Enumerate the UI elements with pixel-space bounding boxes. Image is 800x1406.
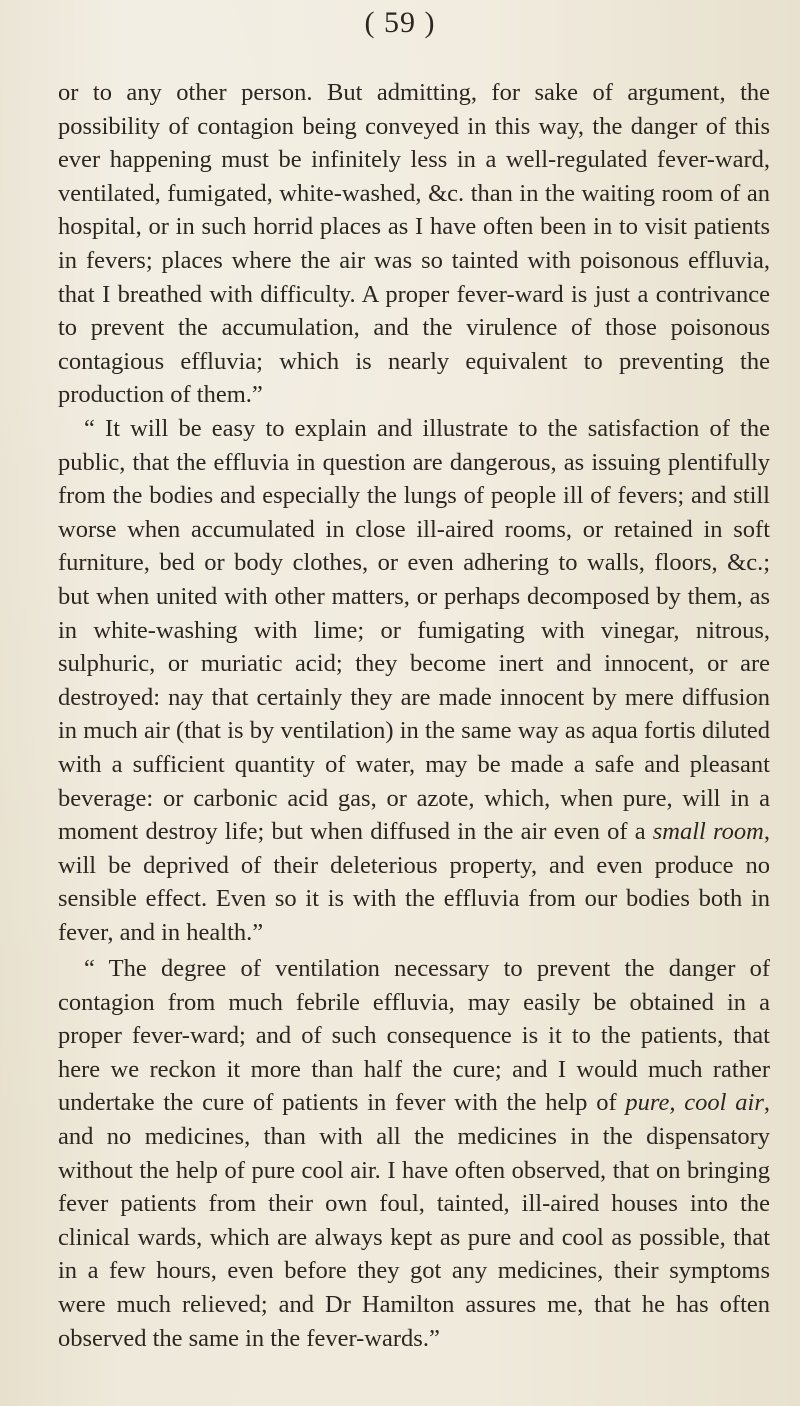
paragraph-3-part-2: , and no medicines, than with all the medicines in the dispensatory without the help of pure cool air. I have often observed, that on bringing fever patients from their own foul, tainted, ill-aired houses into the clinical wards, which are always kept as pure and cool as possible, that in a few hours, even before they got any medicines, their symptoms were much relieved; and Dr Hamilton assures me, that he has often observed the same in the fever-wards.” [58, 1089, 770, 1352]
paragraph-1-text: or to any other person. But admitting, for sake of argument, the possibility of contagion being conveyed in this way, the danger of this ever happening must be infinitely less in a well-regulated fever-ward, ventilated, fumigated, white-washed, &c. than in the waiting room of an hospital, or in such horrid places as I have often been in to visit patients in fevers; places where the air was so tainted with poisonous effluvia, that I breathed with difficulty. A proper fever-ward is just a contrivance to prevent the accumulation, and the virulence of those poisonous contagious effluvia; which is nearly equivalent to preventing the production of them.” [58, 79, 770, 409]
paragraph-1 [58, 76, 770, 412]
paragraph-2-text [58, 412, 770, 950]
page-number: ( 59 ) [364, 6, 436, 39]
paragraph-2-emphasis: small room [652, 818, 764, 846]
paragraph-3 [58, 952, 770, 1355]
paragraph-2 [58, 412, 770, 950]
paragraph-2-part-1: “ It will be easy to explain and illustrate to the satisfaction of the public, that the effluvia in question are dangerous, as issuing plentifully from the bodies and especially the lungs of people ill of fevers; and still worse when accumulated in close ill-aired rooms, or retained in soft furniture, bed or body clothes, or even adhering to walls, floors, &c.; but when united with other matters, or perhaps decomposed by them, as in white-washing with lime; or fumigating with vinegar, nitrous, sulphuric, or muriatic acid; they become inert and innocent, or are destroyed: nay that certainly they are made innocent by mere diffusion in much air (that is by ventilation) in the same way as aqua fortis diluted with a sufficient quantity of water, may be made a safe and pleasant beverage: or carbonic acid gas, or azote, which, when pure, will in a moment destroy life; but when diffused in the air even of a [58, 415, 770, 846]
paragraph-3-emphasis: pure, cool air [625, 1089, 764, 1117]
paragraph-3-part-1: “ The degree of ventilation necessary to prevent the danger of contagion from much febrile effluvia, may easily be obtained in a proper fever-ward; and of such consequence is it to the patients, that here we reckon it more than half the cure; and I would much rather undertake the cure of patients in fever with the help of [58, 955, 770, 1117]
paragraph-2-part-2: , will be deprived of their deleterious property, and even produce no sensible effect. Even so it is with the effluvia from our bodies both in fever, and in health.” [58, 818, 770, 946]
paragraph-3-text [58, 952, 770, 1355]
